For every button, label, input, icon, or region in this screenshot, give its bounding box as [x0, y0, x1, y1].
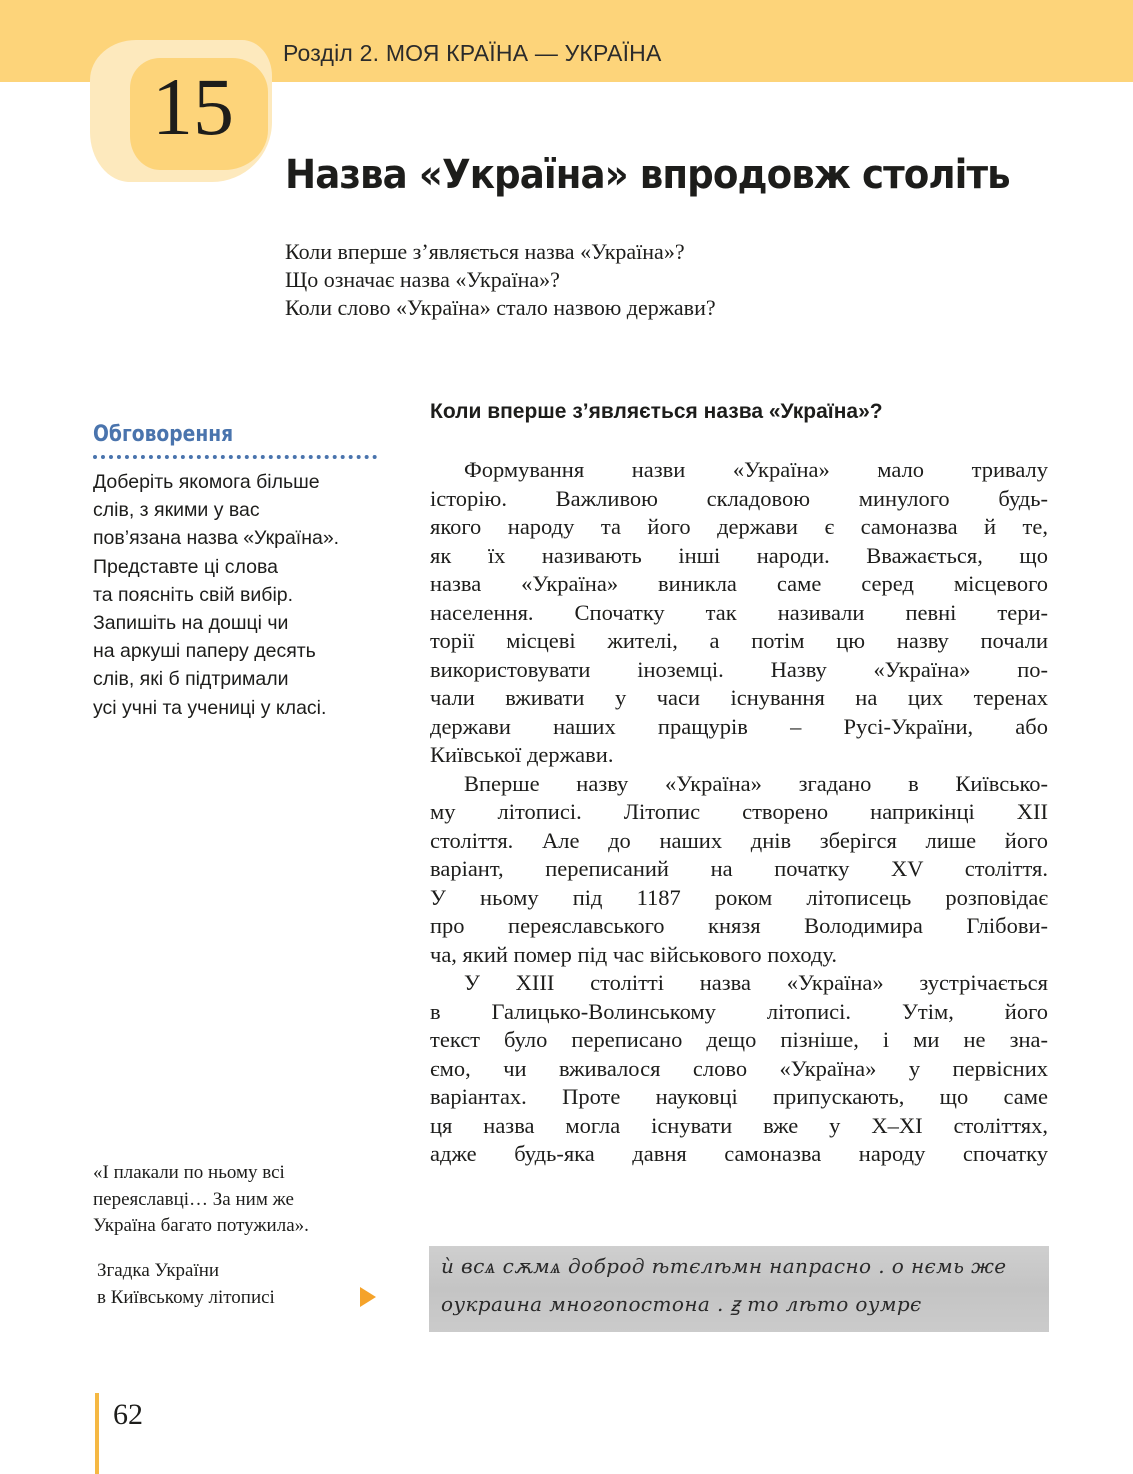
manuscript-image	[429, 1246, 1049, 1332]
discussion-line: Запишіть на дошці чи	[93, 612, 289, 635]
caption-arrow-icon	[360, 1287, 376, 1307]
quote-line: Україна багато потужила».	[93, 1215, 309, 1236]
discussion-line: Представте ці слова	[93, 555, 278, 578]
body-line: Київської держави.	[430, 742, 614, 767]
section-subheading: Коли вперше з’являється назва «Україна»?	[430, 400, 883, 423]
body-line: якого народу та його держави є самоназва й те,	[430, 514, 1048, 539]
body-line: держави наших пращурів – Русі-України, або	[430, 713, 1048, 739]
image-caption	[97, 1258, 275, 1311]
caption-line: в Київському літописі	[97, 1286, 275, 1308]
chronicle-quote	[93, 1160, 309, 1240]
body-line: ця назва могла існувати вже у X–XI століттях,	[430, 1112, 1048, 1138]
discussion-line: на аркуші паперу десять	[93, 640, 316, 663]
question: Коли вперше з’являється назва «Україна»?	[285, 239, 685, 264]
body-line: історію. Важливою складовою минулого будь-	[430, 485, 1048, 511]
body-line: як їх називають інші народи. Вважається, що	[430, 542, 1048, 568]
body-line: Формування назви «Україна» мало тривалу	[464, 457, 1048, 482]
body-line: населення. Спочатку так називали певні тери-	[430, 599, 1048, 625]
body-line: У ньому під 1187 роком літописець розповідає	[430, 884, 1048, 910]
discussion-line: Доберіть якомога більше	[93, 471, 320, 493]
body-line: про переяславського князя Володимира Глібови-	[430, 913, 1048, 938]
page-number: 62	[113, 1398, 143, 1431]
question: Що означає назва «Україна»?	[285, 267, 560, 292]
discussion-title: Обговорення	[93, 422, 234, 447]
lesson-title: Назва «Україна» впродовж століть	[285, 152, 1010, 198]
section-header: Розділ 2. МОЯ КРАЇНА — УКРАЇНА	[283, 40, 662, 66]
body-line: У XIII столітті назва «Україна» зустрічається	[464, 970, 1048, 995]
discussion-line: усі учні та учениці у класі.	[93, 696, 327, 719]
main-body-text	[430, 456, 1048, 1169]
question: Коли слово «Україна» стало назвою держави?	[285, 295, 716, 320]
lesson-number: 15	[152, 61, 234, 152]
discussion-line: пов’язана назва «Україна».	[93, 527, 340, 550]
discussion-text	[93, 468, 393, 722]
body-line: в Галицько-Волинському літописі. Утім, його	[430, 998, 1048, 1024]
body-line: ча, який помер під час військового походу.	[430, 941, 838, 967]
caption-line: Згадка України	[97, 1260, 220, 1281]
body-line: назва «Україна» виникла саме серед місцевого	[430, 571, 1048, 596]
quote-line: переяславці… За ним же	[93, 1188, 294, 1210]
quote-line: «І плакали по ньому всі	[93, 1162, 285, 1183]
manuscript-line: ѝ всѧ сѫмѧ доброд ѣтєлѣмн напрасно . о нємь же	[441, 1254, 1007, 1278]
key-questions	[285, 238, 716, 322]
body-line: чали вживати у часи існування на цих теренах	[430, 685, 1048, 710]
body-line: використовувати іноземці. Назву «Україна» по-	[430, 656, 1048, 682]
manuscript-line: оукраина многопостона . ꙃ то лѣто оумрє	[441, 1292, 922, 1316]
body-line: адже будь-яка давня самоназва народу спочатку	[430, 1141, 1048, 1166]
body-line: варіант, переписаний на початку XV століття.	[430, 856, 1048, 881]
discussion-line: та поясніть свій вибір.	[93, 583, 294, 606]
body-line: ємо, чи вживалося слово «Україна» у первісних	[430, 1055, 1048, 1081]
page-number-rule	[95, 1393, 99, 1474]
discussion-line: слів, з якими у вас	[93, 499, 260, 522]
discussion-line: слів, які б підтримали	[93, 668, 289, 691]
body-line: текст було переписано дещо пізніше, і ми не зна-	[430, 1027, 1048, 1052]
body-line: варіантах. Проте науковці припускають, що саме	[430, 1084, 1048, 1109]
body-line: торії місцеві жителі, а потім цю назву почали	[430, 628, 1048, 653]
body-line: століття. Але до наших днів зберігся лише його	[430, 827, 1048, 853]
body-line: Вперше назву «Україна» згадано в Київсько-	[464, 770, 1048, 796]
body-line: му літописі. Літопис створено наприкінці XII	[430, 799, 1048, 824]
dotted-divider	[93, 455, 377, 459]
